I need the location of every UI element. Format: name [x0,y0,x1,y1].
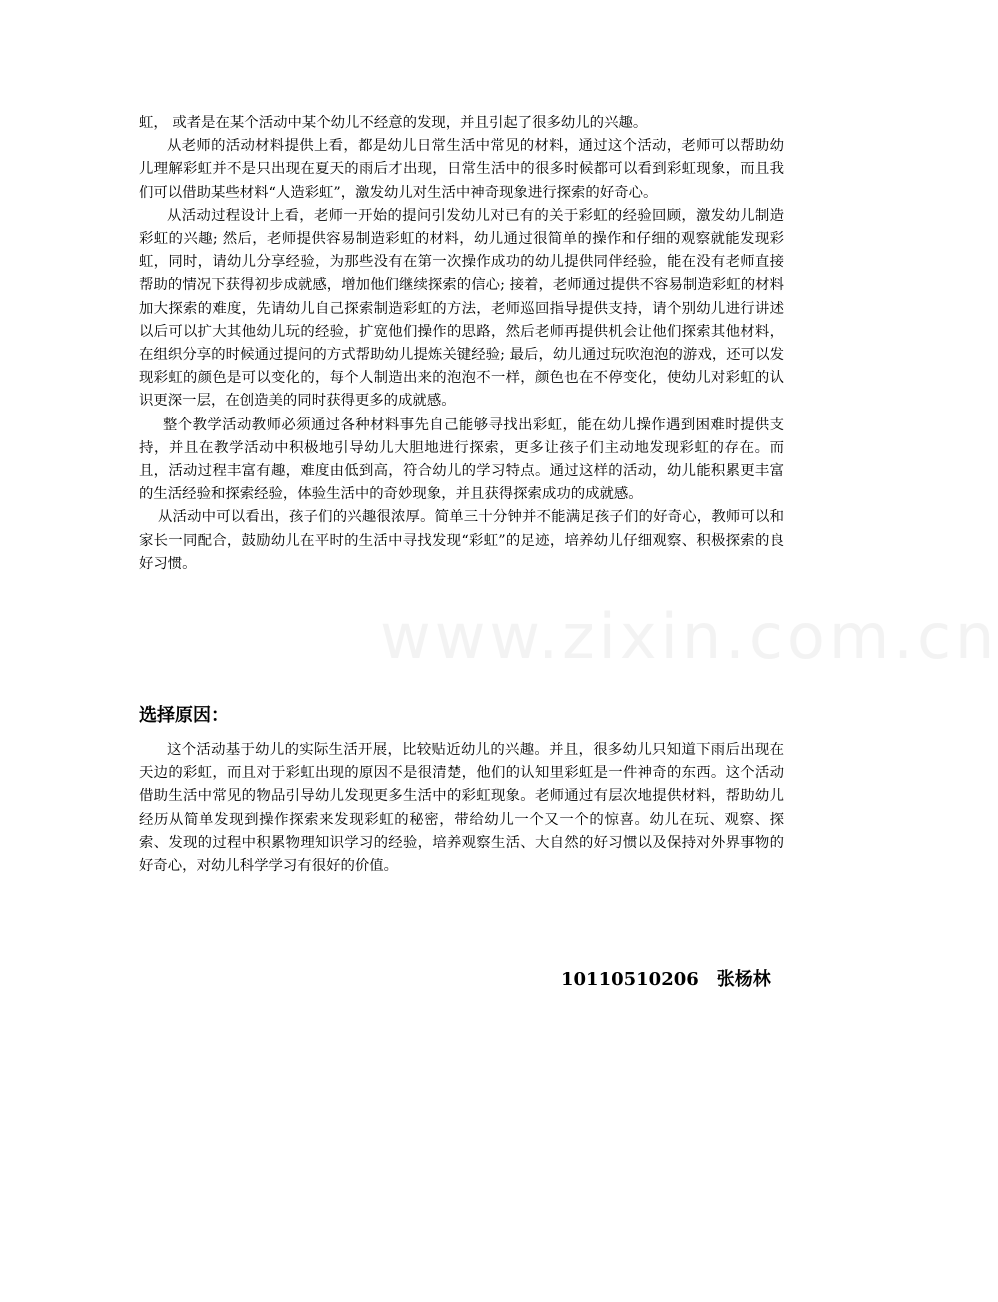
paragraph-reason: 这个活动基于幼儿的实际生活开展，比较贴近幼儿的兴趣。并且，很多幼儿只知道下雨后出现在天边的彩虹，而且对于彩虹出现的原因不是很清楚，他们的认知里彩虹是一件神奇的东西。这个活动借助生活中常见的物品引导幼儿发现更多生活中的彩虹现象。老师通过有层次地提供材料，帮助幼儿经历从简单发现到操作探索来发现彩虹的秘密，带给幼儿一个又一个的惊喜。幼儿在玩、观察、探索、发现的过程中积累物理知识学习的经验，培养观察生活、大自然的好习惯以及保持对外界事物的好奇心，对幼儿科学学习有很好的价值。 [139,742,784,875]
paragraph-continued: 虹， 或者是在某个活动中某个幼儿不经意的发现，并且引起了很多幼儿的兴趣。 [139,115,648,131]
author-name: 张杨林 [716,969,771,990]
paragraph-process: 从活动过程设计上看，老师一开始的提问引发幼儿对已有的关于彩虹的经验回顾，激发幼儿制造彩虹的兴趣; 然后，老师提供容易制造彩虹的材料，幼儿通过很简单的操作和仔细的观察就能发现彩虹，同时，请幼儿分享经验，为那些没有在第一次操作成功的幼儿提供同伴经验，能在没有老师直接帮助的情况下获得初步成就感，增加他们继续探索的信心; 接着，老师通过提供不容易制造彩虹的材料加大探索的难度，先请幼儿自己探索制造彩虹的方法，老师巡回指导提供支持，请个别幼儿进行讲述以后可以扩大其他幼儿玩的经验，扩宽他们操作的思路，然后老师再提供机会让他们探索其他材料，在组织分享的时候通过提问的方式帮助幼儿提炼关键经验; 最后，幼儿通过玩吹泡泡的游戏，还可以发现彩虹的颜色是可以变化的，每个人制造出来的泡泡不一样，颜色也在不停变化，使幼儿对彩虹的认识更深一层，在创造美的同时获得更多的成就感。 [139,207,784,410]
section-heading: 选择原因： [139,705,229,726]
paragraph-materials: 从老师的活动材料提供上看，都是幼儿日常生活中常见的材料，通过这个活动，老师可以帮助幼儿理解彩虹并不是只出现在夏天的雨后才出现，日常生活中的很多时候都可以看到彩虹现象，而且我们可以借助某些材料“人造彩虹”，激发幼儿对生活中神奇现象进行探索的好奇心。 [139,138,784,201]
document-body [139,112,784,576]
reason-section [139,739,784,878]
paragraph-interest: 从活动中可以看出，孩子们的兴趣很浓厚。简单三十分钟并不能满足孩子们的好奇心，教师可以和家长一同配合，鼓励幼儿在平时的生活中寻找发现“彩虹”的足迹，培养幼儿仔细观察、积极探索的良好习惯。 [139,509,784,572]
watermark: www.zixin.com.cn [380,600,998,673]
paragraph-teaching: 整个教学活动教师必须通过各种材料事先自己能够寻找出彩虹，能在幼儿操作遇到困难时提供支持，并且在教学活动中积极地引导幼儿大胆地进行探索，更多让孩子们主动地发现彩虹的存在。而且，活动过程丰富有趣，难度由低到高，符合幼儿的学习特点。通过这样的活动，幼儿能积累更丰富的生活经验和探索经验，体验生活中的奇妙现象，并且获得探索成功的成就感。 [139,416,784,503]
student-id: 10110510206 [561,969,699,990]
signature [561,967,771,993]
